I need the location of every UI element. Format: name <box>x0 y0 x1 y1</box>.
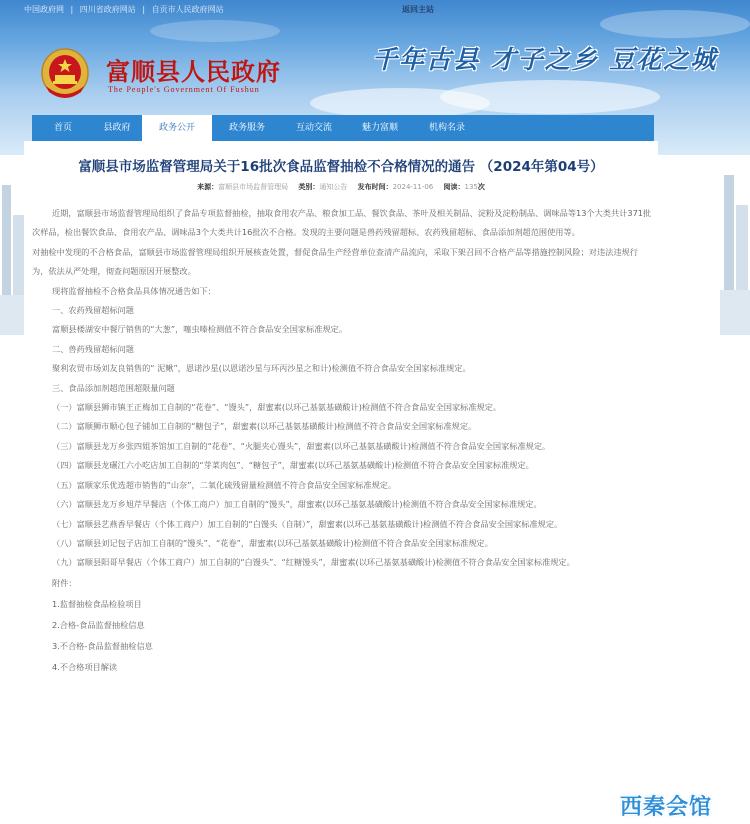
section-heading: 一、农药残留超标问题 <box>52 305 134 316</box>
nav-charm-fushun[interactable]: 魅力富顺 <box>361 123 398 133</box>
list-item: （八）富顺县刘记包子店加工自制的“馒头”、“花卷”，甜蜜素(以环己基氨基磺酸计)检测值不符合食品安全国家标准规定。 <box>52 537 493 548</box>
site-subtitle: The People's Government Of Fushun <box>108 85 260 94</box>
list-item: （六）富顺县龙万乡旭芹早餐店（个体工商户）加工自制的“馒头”，甜蜜素(以环己基氨基磺酸计)检测值不符合食品安全国家标准规定。 <box>52 499 542 510</box>
attachment-link[interactable]: 4.不合格项目解读 <box>52 661 118 672</box>
meta-source-label: 来源： <box>197 183 219 191</box>
paragraph: 聚利农贸市场刘友良销售的“ 泥鳅”，恩诺沙星(以恩诺沙星与环丙沙星之和计)检测值不符合食品安全国家标准规定。 <box>52 363 471 374</box>
list-item: （七）富顺县艺燕香早餐店（个体工商户）加工自制的“白馒头（自制）”，甜蜜素(以环己基氨基磺酸计)检测值不符合食品安全国家标准规定。 <box>52 518 563 529</box>
link-china-gov[interactable]: 中国政府网 <box>24 5 64 14</box>
nav-interaction[interactable]: 互动交流 <box>295 123 332 133</box>
nav-gov-service[interactable]: 政务服务 <box>228 123 265 133</box>
nav-home[interactable]: 首页 <box>53 123 72 133</box>
attachments-label: 附件： <box>52 577 77 588</box>
paragraph-intro: 近期，富顺县市场监督管理局组织了食品专项监督抽检，抽取食用农产品、粮食加工品、餐饮食品、茶叶及相关制品、淀粉及淀粉制品、调味品等13个大类共计371批次样品，检出餐饮食品、食用农产品、调味品3个大类共计16批次不合格。发现的主要问题是兽药残留超标、农药残留超标、食品添加剂超范围使用等。 <box>32 208 652 238</box>
meta-category: 通知公告 <box>319 183 348 191</box>
top-bar <box>0 0 750 18</box>
list-item: （三）富顺县龙万乡张四姐茶馆加工自制的“花卷”、“火腿夹心馒头”，甜蜜素(以环己基氨基磺酸计)检测值不符合食品安全国家标准规定。 <box>52 440 551 451</box>
paragraph: 富顺县楼湖安中餐厅销售的“大葱”，噻虫嗪检测值不符合食品安全国家标准规定。 <box>52 324 348 335</box>
attachment-link[interactable]: 1.监督抽检食品检验项目 <box>52 598 142 609</box>
national-emblem-icon <box>40 48 90 100</box>
section-heading: 二、兽药残留超标问题 <box>52 343 134 354</box>
building <box>720 290 750 335</box>
meta-category-label: 类别： <box>298 183 320 191</box>
nav-county-gov[interactable]: 县政府 <box>103 123 131 133</box>
main-nav <box>32 115 654 141</box>
meta-date-label: 发布时间： <box>357 183 393 191</box>
article-meta <box>24 182 658 192</box>
attachment-link[interactable]: 2.合格-食品监督抽检信息 <box>52 619 145 630</box>
list-item: （四）富顺县龙碾江六小吃店加工自制的“芽菜肉包”、“糖包子”，甜蜜素(以环己基氨基磺酸计)检测值不符合食品安全国家标准规定。 <box>52 460 534 471</box>
back-home-link[interactable]: 返回主站 <box>402 5 434 14</box>
meta-source: 富顺县市场监督管理局 <box>218 183 289 191</box>
header-cloud <box>440 80 660 114</box>
header-cloud <box>150 20 280 42</box>
section-heading: 三、食品添加剂超范围超限量问题 <box>52 382 175 393</box>
list-item: （二）富顺狮市顺心包子铺加工自制的“糖包子”，甜蜜素(以环己基氨基磺酸计)检测值不符合食品安全国家标准规定。 <box>52 421 477 432</box>
link-zigong-gov[interactable]: 自贡市人民政府网站 <box>151 5 224 14</box>
paragraph: 现将监督抽检不合格食品具体情况通告如下： <box>52 285 216 296</box>
list-item: （五）富顺家乐优选超市销售的“山奈”，二氧化硫残留量检测值不符合食品安全国家标准规定。 <box>52 479 397 490</box>
site-title: 富顺县人民政府 <box>106 57 281 86</box>
article-title: 富顺县市场监督管理局关于16批次食品监督抽检不合格情况的通告 （2024年第04号） <box>78 159 604 175</box>
watermark-logo: 西秦会馆 <box>620 795 713 820</box>
article-body <box>32 204 654 678</box>
nav-gov-affairs-open[interactable]: 政务公开 <box>142 115 212 141</box>
link-divider: | <box>142 5 146 14</box>
site-slogan: 千年古县 才子之乡 豆花之城 <box>372 45 718 74</box>
meta-views-unit: 次 <box>477 183 485 191</box>
list-item: （九）富顺县阳哥早餐店（个体工商户）加工自制的“白馒头”、“红糖馒头”，甜蜜素(以环己基氨基磺酸计)检测值不符合食品安全国家标准规定。 <box>52 557 575 568</box>
meta-views-label: 阅读： <box>443 183 465 191</box>
attachment-link[interactable]: 3.不合格-食品监督抽检信息 <box>52 640 153 651</box>
nav-directory[interactable]: 机构名录 <box>428 123 465 133</box>
right-cityscape <box>720 140 750 335</box>
link-divider: | <box>70 5 74 14</box>
meta-views: 135 <box>464 183 478 191</box>
list-item: （一）富顺县狮市镇王正梅加工自制的“花卷”、“馒头”，甜蜜素(以环己基氨基磺酸计)检测值不符合食品安全国家标准规定。 <box>52 402 502 413</box>
gov-links <box>24 4 228 15</box>
paragraph-measures: 对抽检中发现的不合格食品，富顺县市场监督管理局组织开展核查处置，督促食品生产经营单位查清产品流向，采取下架召回不合格产品等措施控制风险；对违法违规行为，依法从严处理，彻查问题原因开展整改。 <box>32 246 638 277</box>
article-container <box>24 141 658 824</box>
meta-date: 2024-11-06 <box>392 183 434 191</box>
link-sichuan-gov[interactable]: 四川省政府网站 <box>79 5 136 14</box>
